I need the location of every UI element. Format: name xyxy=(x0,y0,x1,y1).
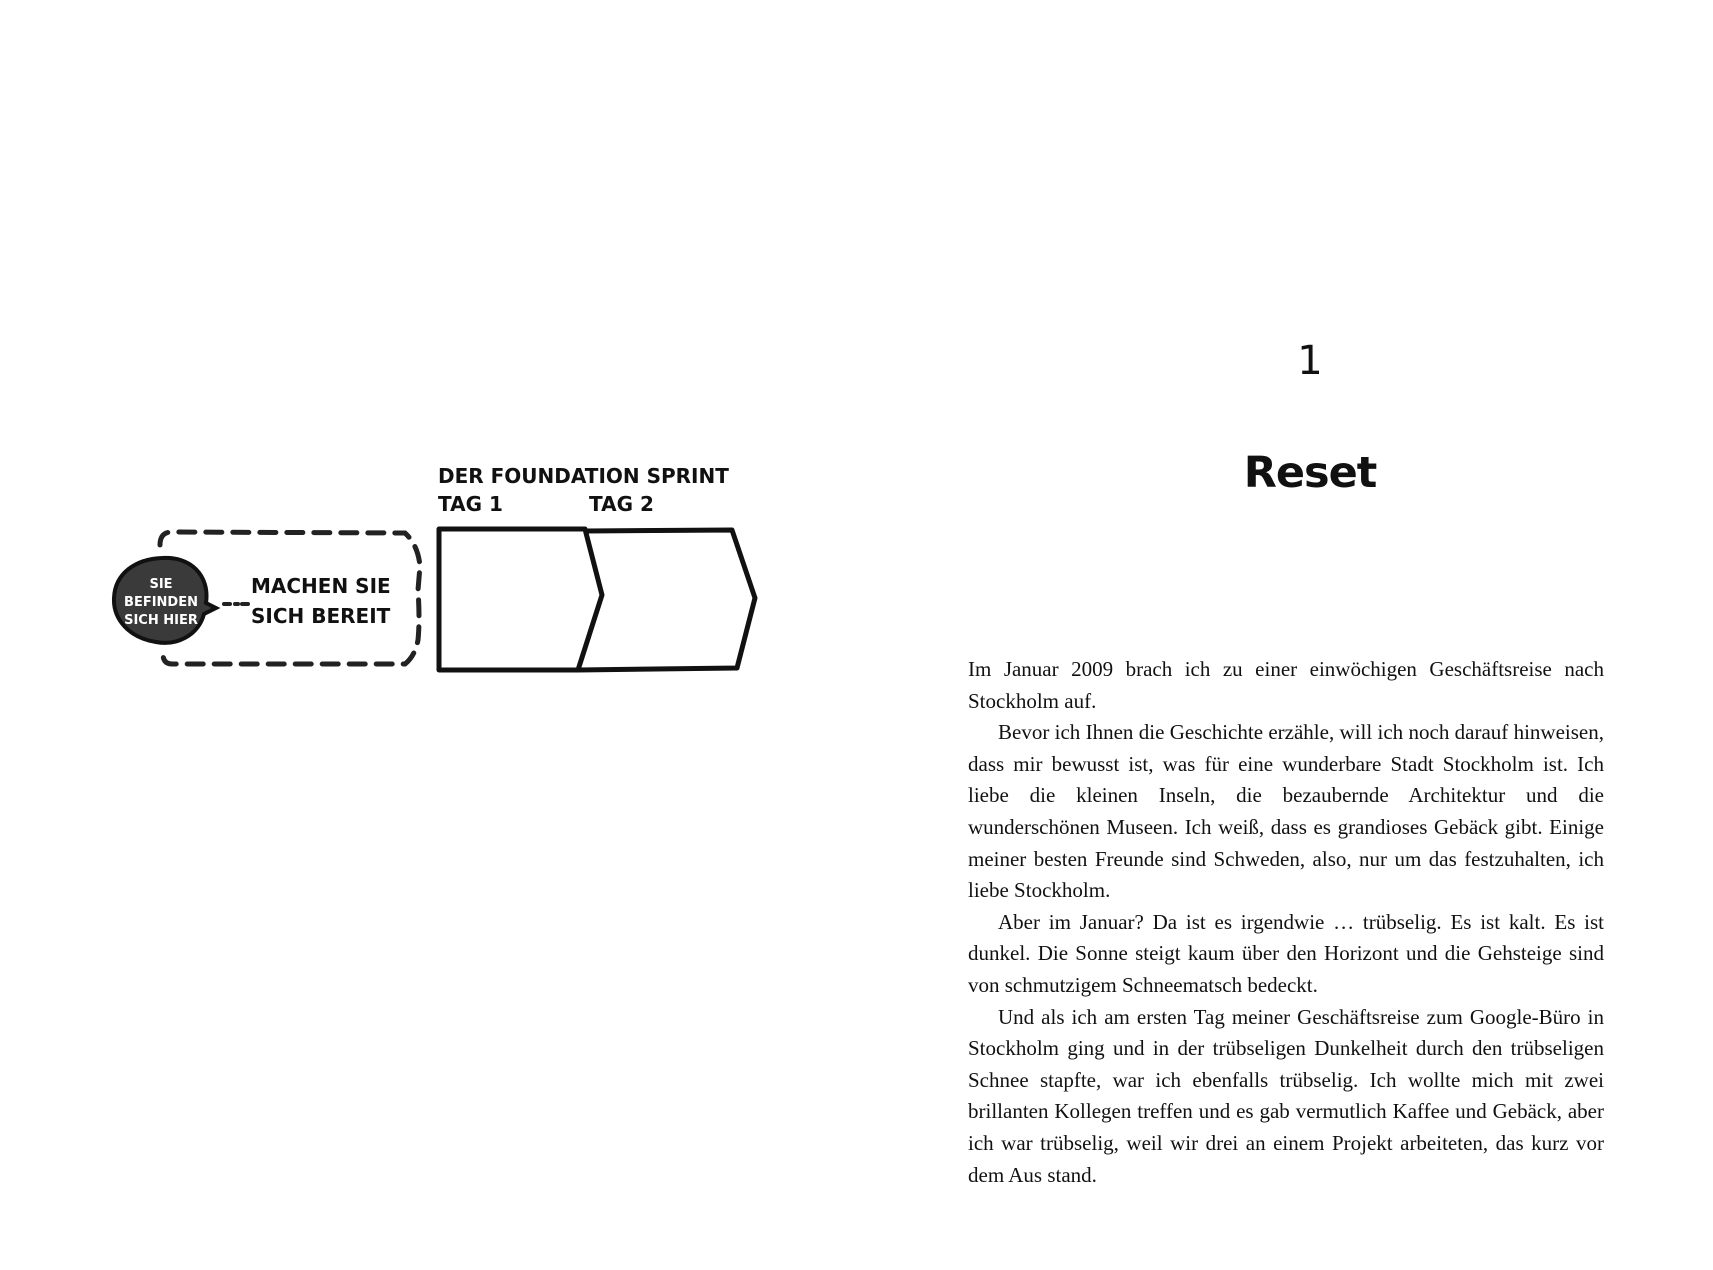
day1-label: TAG 1 xyxy=(438,492,503,516)
chapter-body xyxy=(968,654,1604,1191)
paragraph: Bevor ich Ihnen die Geschichte erzähle, will ich noch darauf hinweisen, dass mir bewusst ist, was für eine wunderbare Stadt Stockholm ist. Ich liebe die kleinen Inseln, die bezaubernde Architektur und die wunderschönen Museen. Ich weiß, dass es grandioses Gebäck gibt. Einige meiner besten Freunde sind Schweden, also, nur um das festzuhalten, ich liebe Stockholm. xyxy=(968,720,1604,903)
marker-text-line2: BEFINDEN xyxy=(124,595,198,610)
marker-text-line3: SICH HIER xyxy=(124,613,198,628)
diagram-heading: DER FOUNDATION SPRINT xyxy=(438,464,729,488)
prep-label-line2: SICH BEREIT xyxy=(251,604,391,628)
chapter-title: Reset xyxy=(1243,448,1377,498)
paragraph: Im Januar 2009 brach ich zu einer einwöchigen Geschäftsreise nach Stockholm auf. xyxy=(968,657,1604,713)
day1-box xyxy=(439,529,602,670)
marker-text-line1: SIE xyxy=(149,577,173,592)
paragraph: Aber im Januar? Da ist es irgendwie … trübselig. Es ist kalt. Es ist dunkel. Die Sonne steigt kaum über den Horizont und die Gehsteige sind von schmutzigem Schneematsch bedeckt. xyxy=(968,909,1604,997)
day2-arrow xyxy=(578,530,755,670)
day2-label: TAG 2 xyxy=(589,492,654,516)
prep-label-line1: MACHEN SIE xyxy=(251,574,391,598)
chapter-number: 1 xyxy=(1297,338,1323,384)
paragraph: Und als ich am ersten Tag meiner Geschäftsreise zum Google-Büro in Stockholm ging und in der trübseligen Dunkelheit durch den trübseligen Schnee stapfte, war ich ebenfalls trübselig. Ich wollte mich mit zwei brillanten Kollegen treffen und es gab vermutlich Kaffee und Gebäck, aber ich war trübselig, weil wir drei an einem Projekt arbeiteten, das kurz vor dem Aus stand. xyxy=(968,1004,1604,1187)
